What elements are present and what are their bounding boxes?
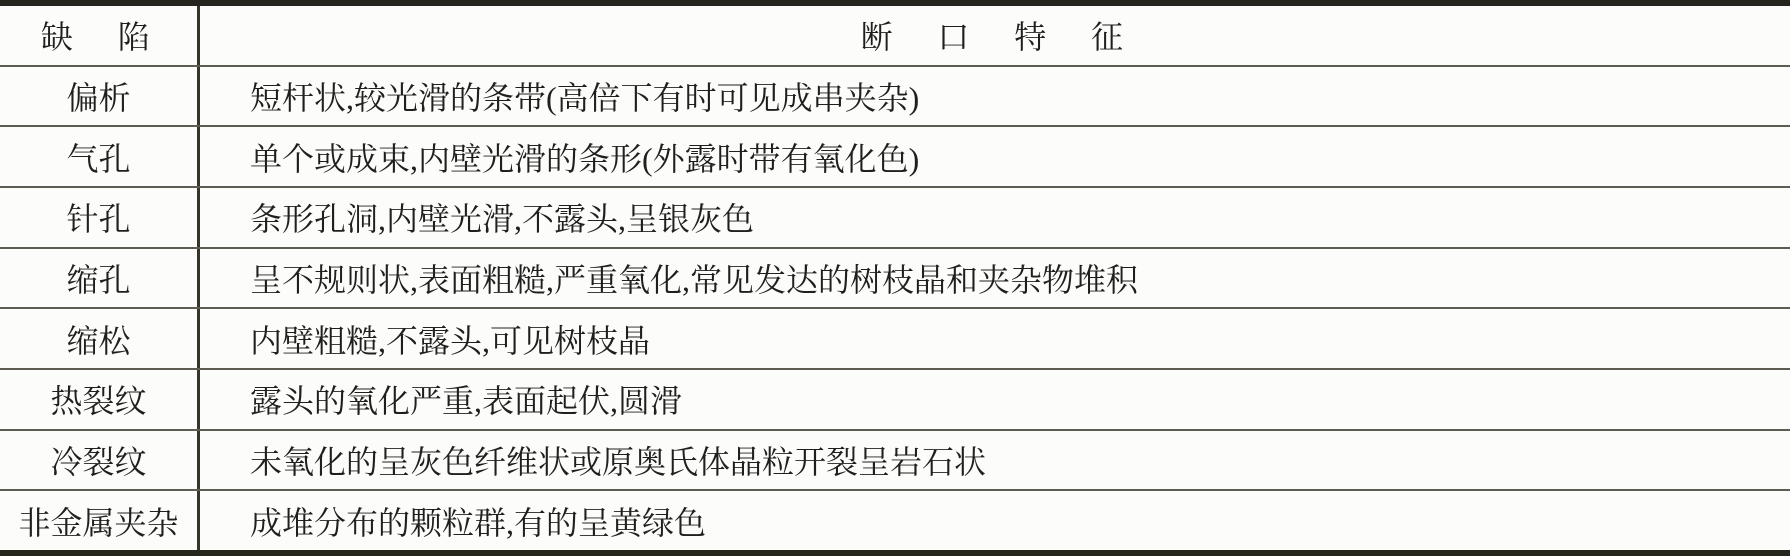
fracture-feature-cell: 短杆状,较光滑的条带(高倍下有时可见成串夹杂) [250, 80, 920, 116]
fracture-feature-cell: 单个或成束,内壁光滑的条形(外露时带有氧化色) [250, 140, 920, 177]
column-header-fracture-feature: 断 口 特 征 [860, 19, 1130, 56]
fracture-feature-cell: 内壁粗糙,不露头,可见树枝晶 [250, 322, 651, 359]
defect-name-cell: 热裂纹 [0, 370, 200, 429]
table-row [0, 125, 1790, 186]
fracture-feature-cell: 条形孔洞,内壁光滑,不露头,呈银灰色 [250, 201, 755, 238]
table-row [0, 368, 1790, 429]
defect-name-cell: 缩孔 [0, 249, 200, 308]
defect-name-cell: 非金属夹杂 [0, 491, 200, 550]
table-row [0, 489, 1790, 550]
column-header-defect: 缺 陷 [0, 6, 200, 65]
table-row [0, 65, 1790, 126]
fracture-feature-cell: 未氧化的呈灰色纤维状或原奥氏体晶粒开裂呈岩石状 [250, 444, 987, 481]
table-header-row [0, 6, 1790, 65]
defect-name-cell: 针孔 [0, 188, 200, 247]
fracture-feature-cell: 成堆分布的颗粒群,有的呈黄绿色 [250, 504, 707, 541]
table-row [0, 307, 1790, 368]
fracture-feature-cell: 呈不规则状,表面粗糙,严重氧化,常见发达的树枝晶和夹杂物堆积 [250, 262, 1139, 299]
table-row [0, 247, 1790, 308]
fracture-feature-cell: 露头的氧化严重,表面起伏,圆滑 [250, 383, 683, 420]
table-row [0, 186, 1790, 247]
defect-name-cell: 气孔 [0, 127, 200, 186]
defect-name-cell: 缩松 [0, 309, 200, 368]
defect-name-cell: 偏析 [0, 67, 200, 126]
defect-name-cell: 冷裂纹 [0, 431, 200, 490]
table-row [0, 429, 1790, 490]
